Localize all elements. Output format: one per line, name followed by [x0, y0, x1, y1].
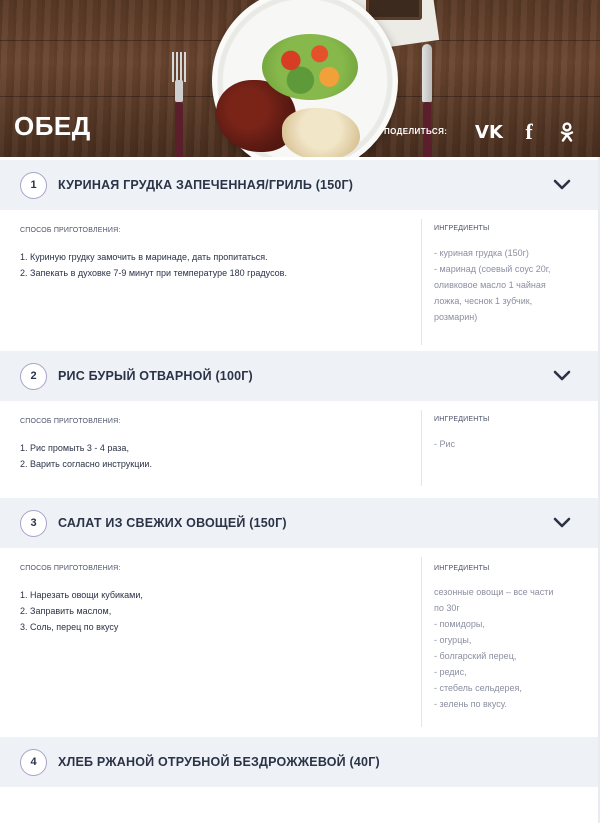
ingredients-label: ИНГРЕДИЕНТЫ	[434, 565, 490, 572]
section-title: РИС БУРЫЙ ОТВАРНОЙ (100Г)	[58, 369, 253, 383]
chevron-down-icon[interactable]	[553, 370, 571, 382]
column-divider	[421, 410, 422, 486]
ingredient-item: розмарин)	[434, 312, 478, 322]
ingredient-item: - зелень по вкусу.	[434, 699, 507, 709]
ingredient-item: - болгарский перец,	[434, 651, 517, 661]
ingredient-item: - маринад (соевый соус 20г,	[434, 264, 551, 274]
method-label: СПОСОБ ПРИГОТОВЛЕНИЯ:	[20, 418, 121, 425]
ingredients-list	[434, 436, 584, 452]
step-item: 2. Варить согласно инструкции.	[20, 459, 152, 469]
ingredients-list	[434, 245, 584, 325]
ingredient-item: оливковое масло 1 чайная	[434, 280, 546, 290]
section-body-3	[0, 548, 598, 736]
step-item: 1. Куриную грудку замочить в маринаде, дать пропитаться.	[20, 252, 268, 262]
steps-list	[20, 440, 152, 472]
method-label: СПОСОБ ПРИГОТОВЛЕНИЯ:	[20, 227, 121, 234]
chevron-down-icon[interactable]	[553, 517, 571, 529]
section-number: 1	[20, 172, 47, 199]
ingredient-item: ложка, чеснок 1 зубчик,	[434, 296, 533, 306]
facebook-share-button[interactable]	[514, 118, 544, 146]
share-label: ПОДЕЛИТЬСЯ:	[384, 127, 448, 136]
column-divider	[421, 557, 422, 727]
step-item: 1. Нарезать овощи кубиками,	[20, 590, 143, 600]
section-title: ХЛЕБ РЖАНОЙ ОТРУБНОЙ БЕЗДРОЖЖЕВОЙ (40Г)	[58, 755, 380, 769]
steps-list	[20, 249, 287, 281]
section-header-3[interactable]	[0, 498, 598, 548]
ingredient-item: - помидоры,	[434, 619, 485, 629]
section-title: КУРИНАЯ ГРУДКА ЗАПЕЧЕННАЯ/ГРИЛЬ (150Г)	[58, 178, 354, 192]
salad-image	[262, 34, 358, 100]
ingredient-item: - редис,	[434, 667, 467, 677]
section-body-2	[0, 401, 598, 497]
facebook-icon: f	[525, 119, 533, 144]
section-header-2[interactable]	[0, 351, 598, 401]
ingredient-item: - Рис	[434, 439, 456, 449]
ingredient-item: - стебель сельдерея,	[434, 683, 522, 693]
section-body-1	[0, 210, 598, 350]
method-label: СПОСОБ ПРИГОТОВЛЕНИЯ:	[20, 565, 121, 572]
section-title: САЛАТ ИЗ СВЕЖИХ ОВОЩЕЙ (150Г)	[58, 516, 287, 530]
step-item: 3. Соль, перец по вкусу	[20, 622, 119, 632]
steps-list	[20, 587, 143, 635]
section-header-4[interactable]	[0, 737, 598, 787]
ingredients-label: ИНГРЕДИЕНТЫ	[434, 416, 490, 423]
section-number: 3	[20, 510, 47, 537]
step-item: 1. Рис промыть 3 - 4 раза,	[20, 443, 129, 453]
bread-image	[366, 0, 422, 20]
hero-banner	[0, 0, 600, 157]
vk-share-button[interactable]	[474, 118, 504, 146]
ingredient-item: сезонные овощи – все части	[434, 587, 554, 597]
section-number: 4	[20, 749, 47, 776]
fork-image	[172, 52, 186, 157]
vk-icon: VK	[475, 121, 503, 143]
odnoklassniki-share-button[interactable]	[552, 118, 582, 146]
step-item: 2. Заправить маслом,	[20, 606, 112, 616]
column-divider	[421, 219, 422, 345]
section-number: 2	[20, 363, 47, 390]
chevron-down-icon[interactable]	[553, 179, 571, 191]
knife-image	[420, 44, 434, 157]
step-item: 2. Запекать в духовке 7-9 минут при температуре 180 градусов.	[20, 268, 287, 278]
ingredient-item: - огурцы,	[434, 635, 472, 645]
ingredient-item: - куриная грудка (150г)	[434, 248, 529, 258]
page-title: ОБЕД	[14, 111, 91, 141]
odnoklassniki-icon	[560, 122, 574, 142]
ingredients-list	[434, 584, 584, 712]
section-header-1[interactable]	[0, 160, 598, 210]
ingredient-item: по 30г	[434, 603, 460, 613]
ingredients-label: ИНГРЕДИЕНТЫ	[434, 225, 490, 232]
